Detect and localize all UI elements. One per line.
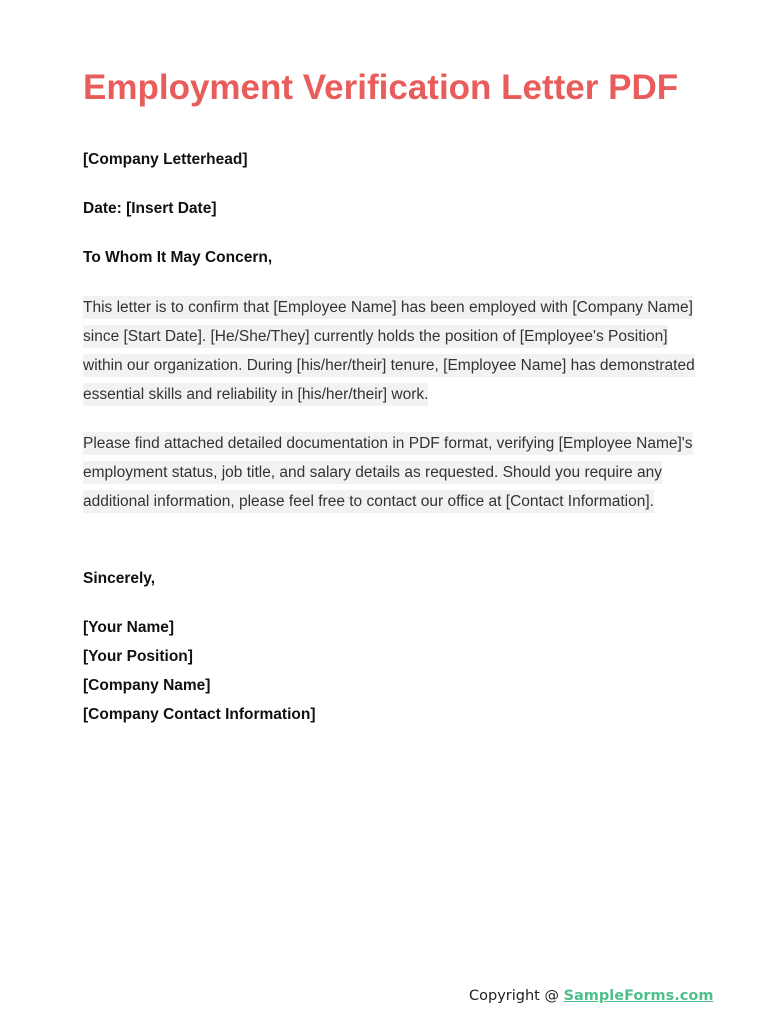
body-paragraph-1-text: This letter is to confirm that [Employee Name] has been employed with [Company Name] since [Start Date]. [He/She/They] currently holds the position of [Employee's Position] within our organization. During [his/her/their] tenure, [Employee Name] has demonstrated essential skills and reliability in [his/her/their] work. — [83, 296, 695, 406]
footer-copyright — [469, 988, 713, 1004]
signature-company-contact: [Company Contact Information] — [83, 706, 316, 723]
signature-your-position: [Your Position] — [83, 648, 193, 665]
closing: Sincerely, — [83, 570, 156, 587]
document-title: Employment Verification Letter PDF — [83, 68, 679, 107]
sampleforms-link[interactable]: SampleForms.com — [563, 988, 714, 1004]
salutation: To Whom It May Concern, — [83, 249, 273, 266]
signature-your-name: [Your Name] — [83, 619, 175, 636]
signature-company-name: [Company Name] — [83, 677, 211, 694]
signature-block — [83, 613, 316, 729]
copyright-text: Copyright @ — [469, 988, 564, 1004]
date-line: Date: [Insert Date] — [83, 200, 217, 217]
body-paragraph-2 — [83, 429, 703, 516]
body-paragraph-2-text: Please find attached detailed documentation in PDF format, verifying [Employee Name]'s employment status, job title, and salary details as requested. Should you require any additional information, please feel free to contact our office at [Contact Information]. — [83, 432, 693, 513]
company-letterhead: [Company Letterhead] — [83, 151, 248, 168]
body-paragraph-1 — [83, 293, 703, 409]
